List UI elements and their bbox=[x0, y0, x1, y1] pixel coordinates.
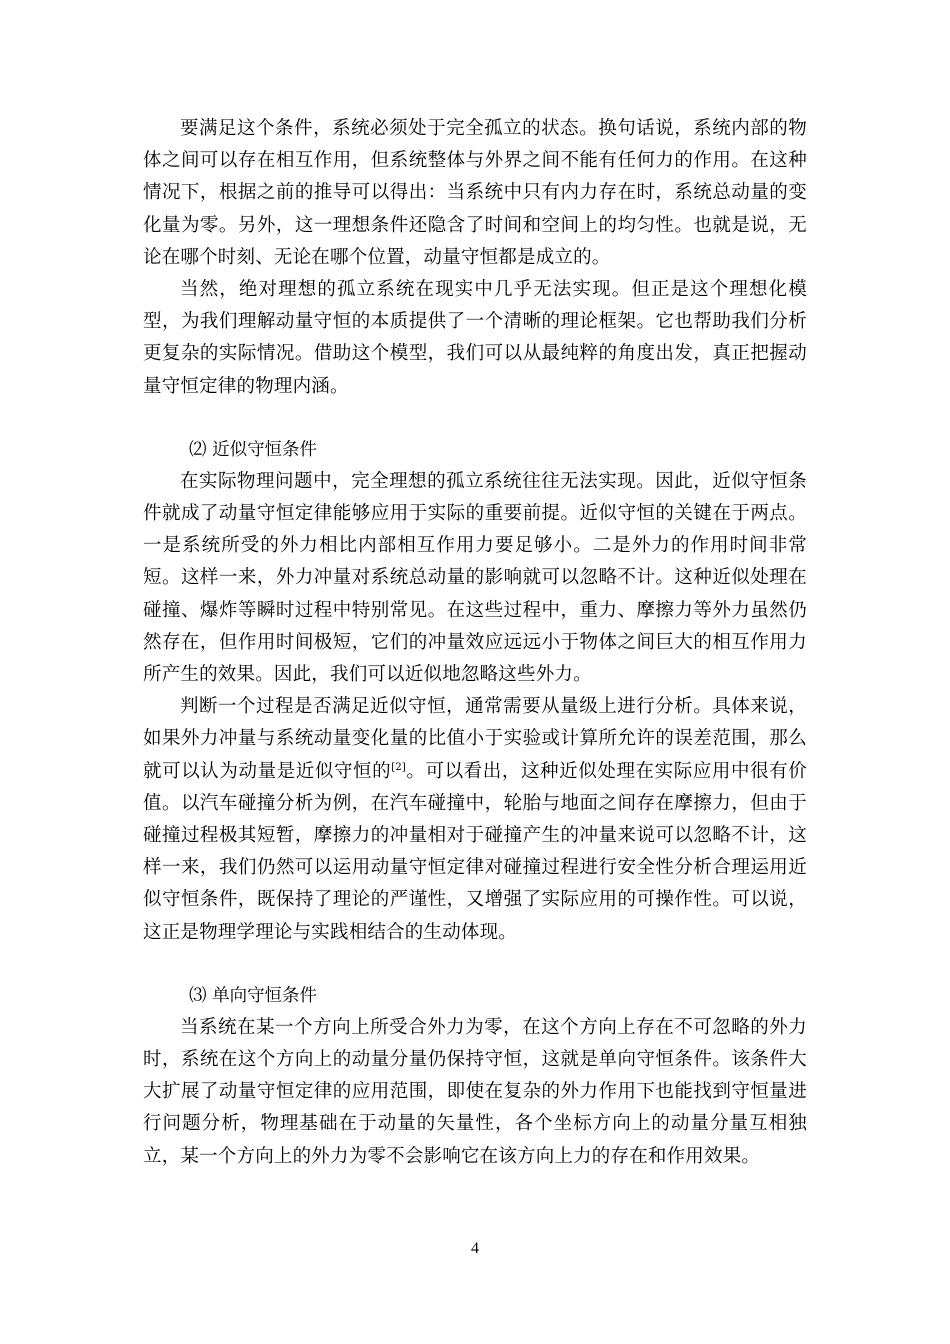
paragraph-isolated-system: 要满足这个条件，系统必须处于完全孤立的状态。换句话说，系统内部的物体之间可以存在相互作用，但系统整体与外界之间不能有任何力的作用。在这种情况下，根据之前的推导可以得出：当系统中只有内力存在时，系统总动量的变化量为零。另外，这一理想条件还隐含了时间和空间上的均匀性。也就是说，无论在哪个时刻、无论在哪个位置，动量守恒都是成立的。 bbox=[143, 118, 807, 268]
page-body bbox=[143, 113, 807, 1173]
section-heading-unidirectional-conservation: ⑶ 单向守恒条件 bbox=[189, 985, 318, 1006]
paragraph-approximate-conditions: 在实际物理问题中，完全理想的孤立系统往往无法实现。因此，近似守恒条件就成了动量守恒定律能够应用于实际的重要前提。近似守恒的关键在于两点。一是系统所受的外力相比内部相互作用力要足够小。二是外力的作用时间非常短。这样一来，外力冲量对系统总动量的影响就可以忽略不计。这种近似处理在碰撞、爆炸等瞬时过程中特别常见。在这些过程中，重力、摩擦力等外力虽然仍然存在，但作用时间极短，它们的冲量效应远远小于物体之间巨大的相互作用力所产生的效果。因此，我们可以近似地忽略这些外力。 bbox=[143, 470, 807, 686]
page-number: 4 bbox=[471, 1240, 479, 1257]
paragraph-text-part: 判断一个过程是否满足近似守恒，通常需要从量级上进行分析。具体来说，如果外力冲量与系统动量变化量的比值小于实验或计算所允许的误差范围，那么就可以认为动量是近似守恒的 bbox=[143, 696, 807, 782]
paragraph-ideal-model: 当然，绝对理想的孤立系统在现实中几乎无法实现。但正是这个理想化模型，为我们理解动量守恒的本质提供了一个清晰的理论框架。它也帮助我们分析更复杂的实际情况。借助这个模型，我们可以从最纯粹的角度出发，真正把握动量守恒定律的物理内涵。 bbox=[143, 279, 807, 397]
citation-reference: [2] bbox=[391, 761, 406, 773]
paragraph-text-part: 。可以看出，这种近似处理在实际应用中很有价值。以汽车碰撞分析为例，在汽车碰撞中，轮胎与地面之间存在摩擦力，但由于碰撞过程极其短暂，摩擦力的冲量相对于碰撞产生的冲量来说可以忽略不计，这样一来，我们仍然可以运用动量守恒定律对碰撞过程进行安全性分析合理运用近似守恒条件，既保持了理论的严谨性，又增强了实际应用的可操作性。可以说，这正是物理学理论与实践相结合的生动体现。 bbox=[143, 760, 807, 943]
section-heading-approximate-conservation: ⑵ 近似守恒条件 bbox=[189, 439, 318, 460]
paragraph-magnitude-analysis bbox=[143, 691, 807, 949]
paragraph-unidirectional-conditions: 当系统在某一个方向上所受合外力为零，在这个方向上存在不可忽略的外力时，系统在这个方向上的动量分量仍保持守恒，这就是单向守恒条件。该条件大大扩展了动量守恒定律的应用范围，即使在复杂的外力作用下也能找到守恒量进行问题分析，物理基础在于动量的矢量性，各个坐标方向上的动量分量互相独立，某一个方向上的外力为零不会影响它在该方向上力的存在和作用效果。 bbox=[143, 1016, 807, 1167]
